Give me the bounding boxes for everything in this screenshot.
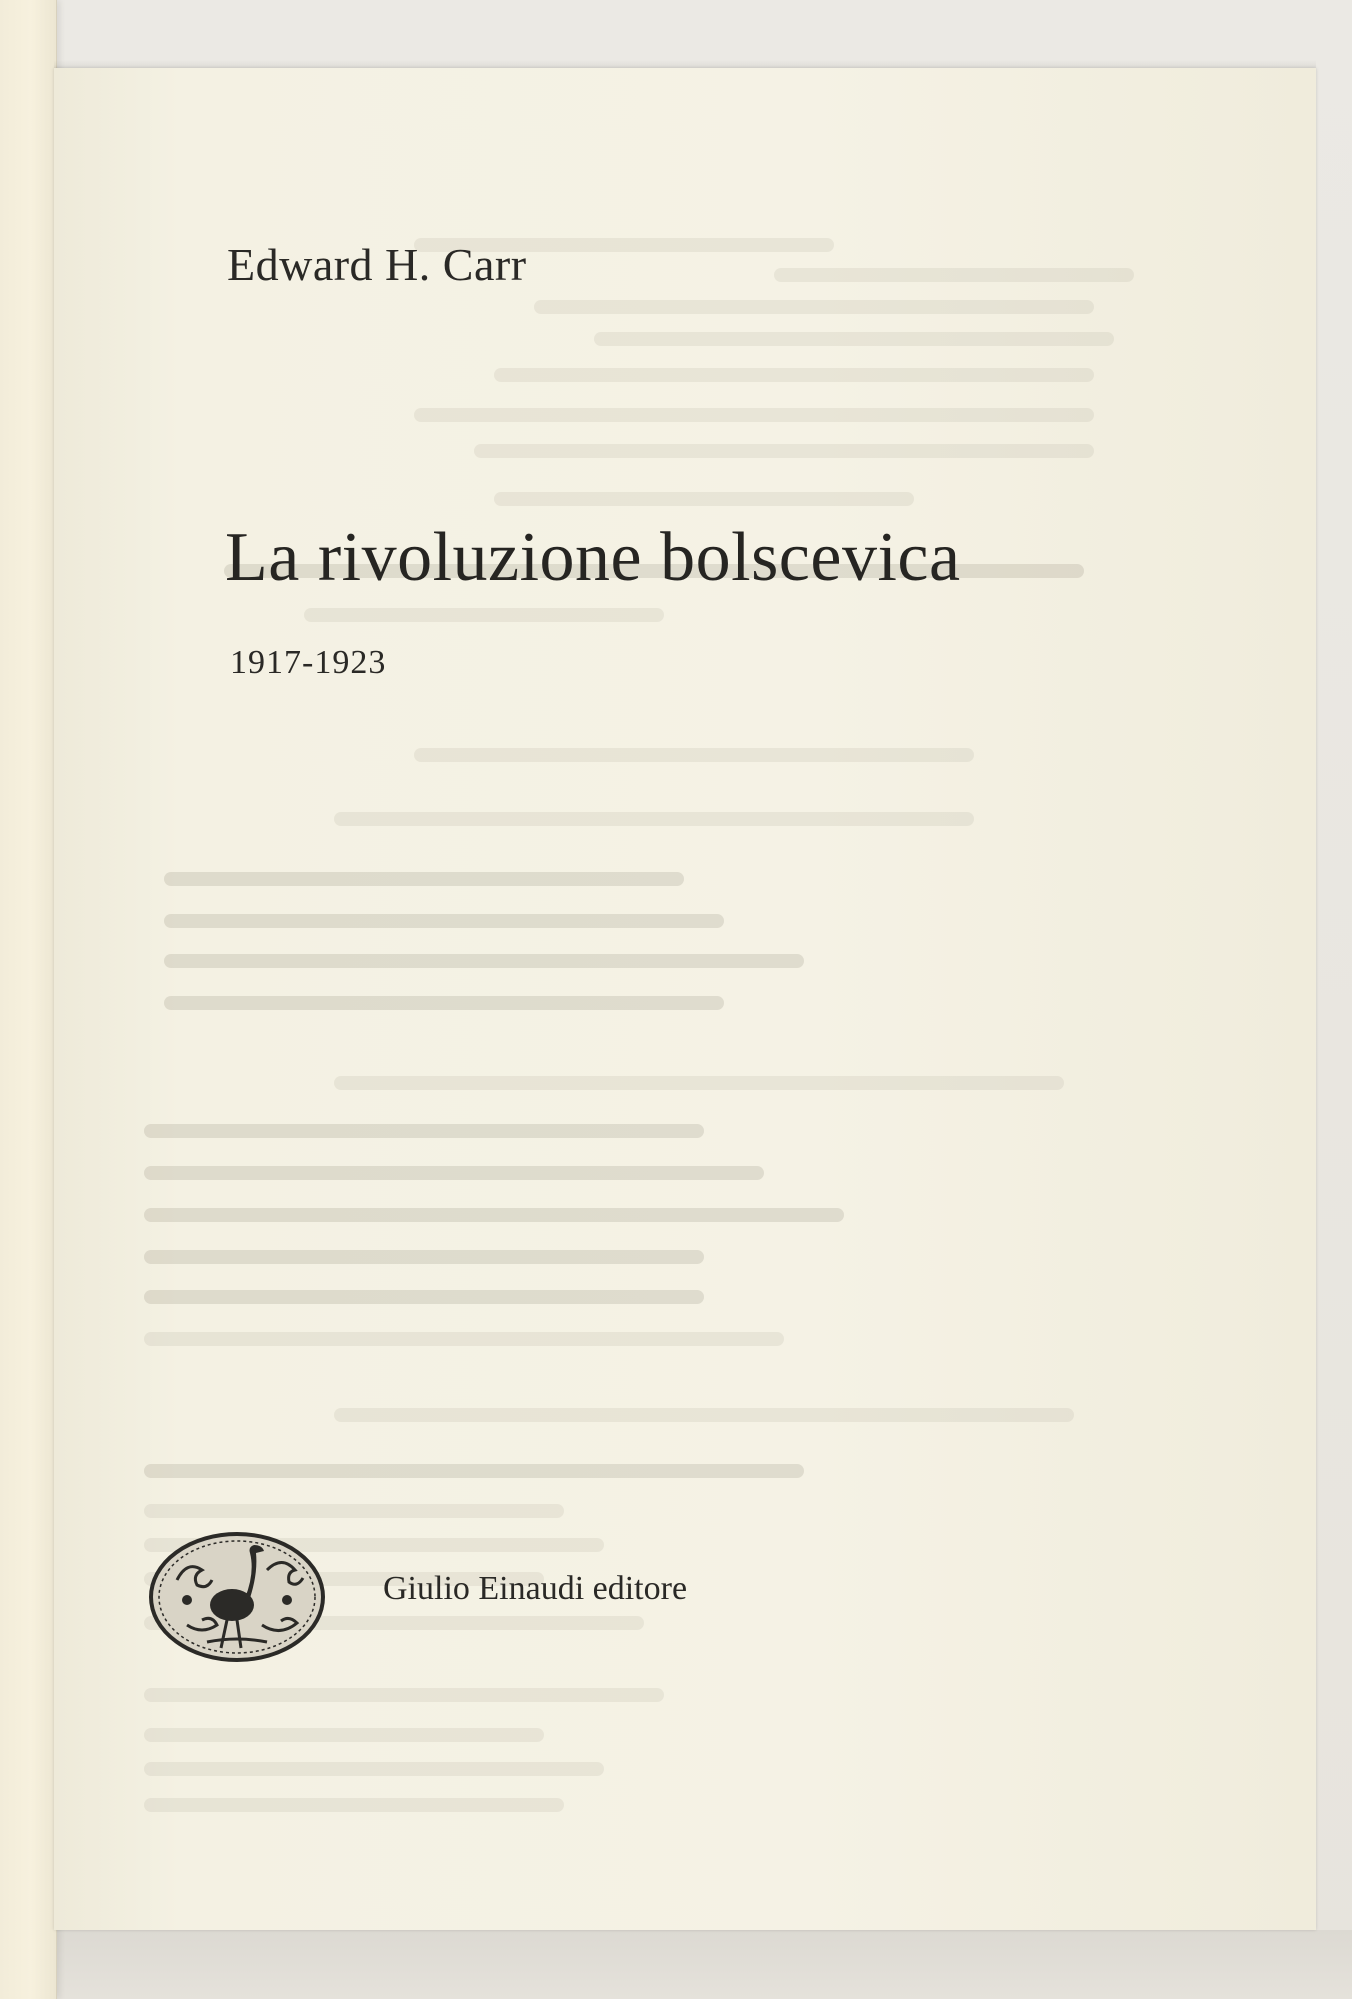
left-page-edge: [0, 0, 57, 1999]
table-surface: [0, 1930, 1352, 1999]
ostrich-emblem-icon: [147, 1530, 327, 1664]
author-name: Edward H. Carr: [227, 239, 527, 290]
book-years: 1917-1923: [230, 644, 387, 681]
page-shadow: [54, 60, 1316, 68]
publisher-name: Giulio Einaudi editore: [383, 1570, 688, 1607]
book-title: La rivoluzione bolscevica: [225, 519, 961, 596]
